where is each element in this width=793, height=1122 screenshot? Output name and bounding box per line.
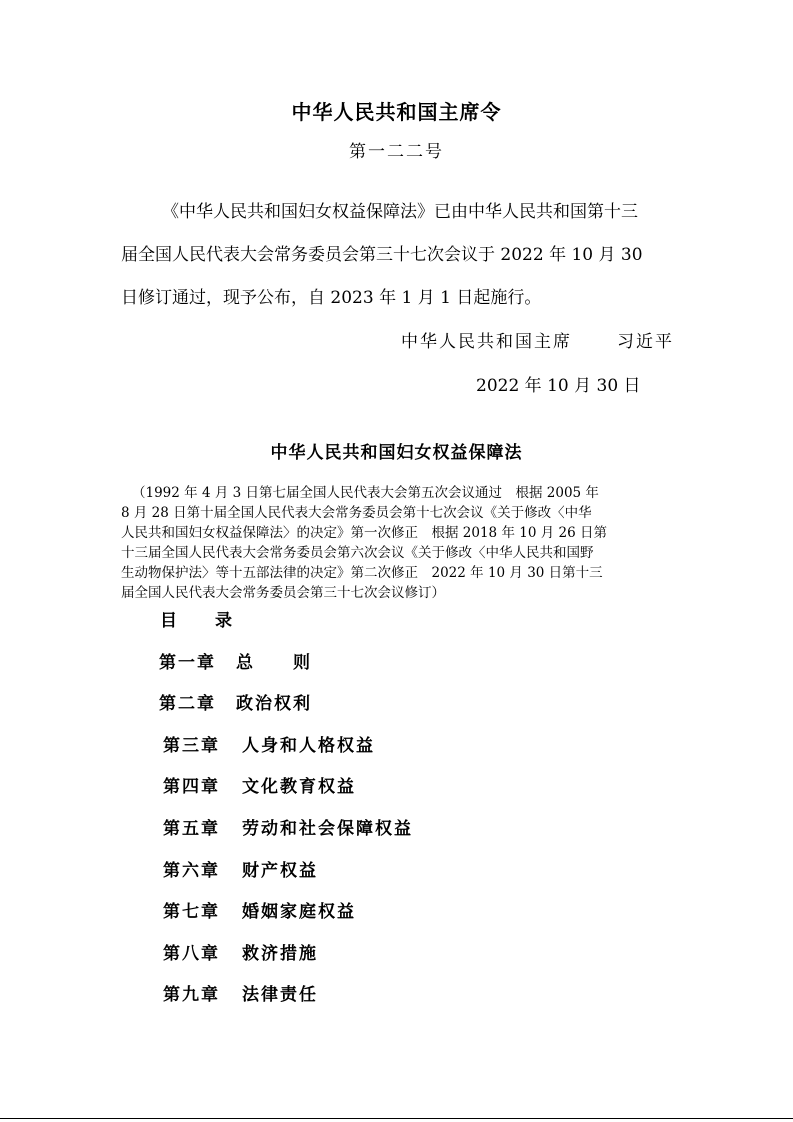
toc-heading-b: 录 — [215, 611, 234, 631]
toc-chapter-9[interactable] — [163, 981, 318, 1009]
toc-chapter-name: 法律责任 — [242, 985, 318, 1005]
law-history-line-5: 生动物保护法〉等十五部法律的决定》第二次修正 2022 年 10 月 30 日第十三 — [121, 565, 603, 581]
toc-chapter-name: 劳动和社会保障权益 — [242, 819, 413, 839]
law-history-line-4: 十三届全国人民代表大会常务委员会第六次会议《关于修改〈中华人民共和国野 — [121, 545, 594, 561]
toc-heading-a: 目 — [160, 611, 179, 631]
law-history-line-3: 人民共和国妇女权益保障法〉的决定》第一次修正 根据 2018 年 10 月 26 日第 — [121, 525, 607, 541]
toc-chapter-num: 第六章 — [163, 861, 220, 881]
toc-chapter-num: 第五章 — [163, 819, 220, 839]
toc-chapter-name: 财产权益 — [242, 861, 318, 881]
order-title: 中华人民共和国主席令 — [291, 100, 502, 124]
toc-chapter-num: 第二章 — [159, 694, 216, 714]
order-body-line-3: 日修订通过，现予公布，自 2023 年 1 月 1 日起施行。 — [121, 288, 542, 308]
order-body-line-1: 《中华人民共和国妇女权益保障法》已由中华人民共和国第十三 — [162, 202, 638, 222]
toc-chapter-num: 第一章 — [159, 653, 216, 673]
toc-chapter-name: 政治权利 — [236, 694, 312, 714]
toc-chapter-7[interactable] — [163, 898, 356, 926]
toc-chapter-3[interactable] — [163, 732, 375, 760]
toc-heading — [160, 607, 234, 635]
toc-chapter-num: 第九章 — [163, 985, 220, 1005]
signatory-name: 习近平 — [617, 332, 674, 352]
toc-chapter-name: 人身和人格权益 — [242, 736, 375, 756]
toc-chapter-num: 第八章 — [163, 944, 220, 964]
law-title: 中华人民共和国妇女权益保障法 — [270, 443, 523, 463]
toc-chapter-2[interactable] — [159, 690, 312, 718]
toc-chapter-num: 第四章 — [163, 777, 220, 797]
toc-chapter-name: 总 则 — [236, 653, 312, 673]
signatory-title: 中华人民共和国主席 — [401, 332, 572, 352]
toc-chapter-num: 第三章 — [163, 736, 220, 756]
toc-chapter-name: 救济措施 — [242, 944, 318, 964]
toc-chapter-8[interactable] — [163, 940, 318, 968]
law-history-line-2: 8 月 28 日第十届全国人民代表大会常务委员会第十七次会议《关于修改〈中华 — [121, 505, 592, 521]
toc-chapter-name: 文化教育权益 — [242, 777, 356, 797]
toc-chapter-1[interactable] — [159, 649, 312, 677]
order-number: 第一二二号 — [349, 142, 444, 162]
toc-chapter-num: 第七章 — [163, 902, 220, 922]
toc-chapter-4[interactable] — [163, 773, 356, 801]
law-history-line-1: （1992 年 4 月 3 日第七届全国人民代表大会第五次会议通过 根据 2005 年 — [132, 485, 599, 501]
law-history-line-6: 届全国人民代表大会常务委员会第三十七次会议修订） — [121, 585, 445, 601]
order-body-line-2: 届全国人民代表大会常务委员会第三十七次会议于 2022 年 10 月 30 — [121, 245, 643, 265]
toc-chapter-6[interactable] — [163, 857, 318, 885]
toc-chapter-5[interactable] — [163, 815, 413, 843]
page-bottom-rule — [0, 1118, 793, 1119]
toc-chapter-name: 婚姻家庭权益 — [242, 902, 356, 922]
order-date: 2022 年 10 月 30 日 — [476, 376, 641, 396]
